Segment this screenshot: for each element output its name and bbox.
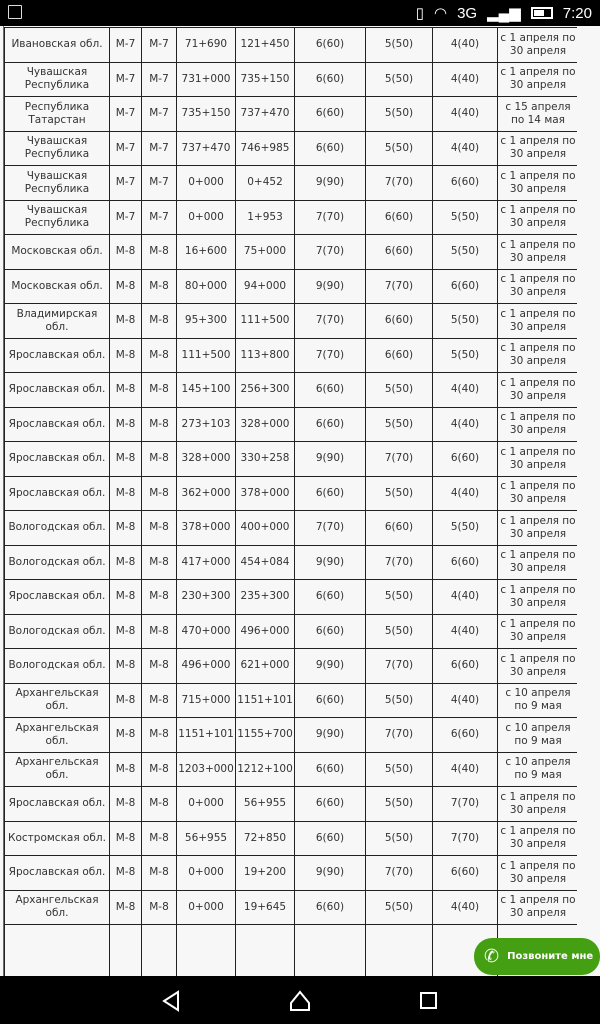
cell-limit-3: 4(40) [433,28,498,63]
cell-km-end: 111+500 [236,304,295,339]
cell-limit-1: 6(60) [295,131,366,166]
cell-limit-3: 4(40) [433,683,498,718]
cell-km-start: 0+000 [177,200,236,235]
cell-period: с 1 апреля по 30 апреля [498,304,578,339]
cell-road: М-8 [110,821,142,856]
cell-limit-1: 7(70) [295,304,366,339]
cell-road-index: М-8 [142,511,177,546]
phone-icon: ✆ [484,946,500,967]
cell-limit-3: 5(50) [433,200,498,235]
wifi-icon: ◠ [433,5,448,22]
cell-km-end: 1+953 [236,200,295,235]
cell-limit-2: 5(50) [366,28,433,63]
cell-period: с 1 апреля по 30 апреля [498,890,578,925]
cell-limit-2: 7(70) [366,269,433,304]
back-icon[interactable] [160,990,182,1012]
cell-limit-2: 5(50) [366,62,433,97]
cell-period: с 1 апреля по 30 апреля [498,580,578,615]
cell-limit-3: 4(40) [433,614,498,649]
gallery-notification-icon [8,5,22,19]
clock: 7:20 [562,4,592,22]
cell-road: М-7 [110,166,142,201]
cell-limit-1: 9(90) [295,166,366,201]
cell-period: с 1 апреля по 30 апреля [498,373,578,408]
cell-road: М-8 [110,580,142,615]
cell-limit-3: 6(60) [433,718,498,753]
cell-road-index: М-8 [142,718,177,753]
recents-icon[interactable] [418,990,440,1012]
cell-limit-2: 5(50) [366,821,433,856]
cell-limit-3: 4(40) [433,62,498,97]
cell-km-start: 496+000 [177,649,236,684]
cell-road: М-8 [110,683,142,718]
cell-limit-3: 6(60) [433,442,498,477]
cell-period: с 1 апреля по 30 апреля [498,269,578,304]
cell-road-index: М-7 [142,28,177,63]
cell-road-index: М-7 [142,62,177,97]
cell-limit-1: 6(60) [295,821,366,856]
cell-road: М-8 [110,649,142,684]
cell-period: с 1 апреля по 30 апреля [498,62,578,97]
cell-road: М-7 [110,131,142,166]
cell-period: с 1 апреля по 30 апреля [498,787,578,822]
table-row [5,580,578,615]
table-row [5,890,578,925]
cell-region: Ярославская обл. [5,338,110,373]
cell-limit-2: 7(70) [366,442,433,477]
cell-road: М-8 [110,269,142,304]
cell-km-start: 735+150 [177,97,236,132]
cell-road-index: М-8 [142,856,177,891]
cell-limit-3: 7(70) [433,787,498,822]
cell-km-start: 56+955 [177,821,236,856]
table-row [5,97,578,132]
cell-limit-2: 5(50) [366,476,433,511]
cell-period: с 1 апреля по 30 апреля [498,200,578,235]
cell-region: Архангельская обл. [5,890,110,925]
cell-km-start: 378+000 [177,511,236,546]
cell-road: М-8 [110,752,142,787]
cell-limit-2: 7(70) [366,545,433,580]
table-row [5,683,578,718]
cell-km-start: 71+690 [177,28,236,63]
cell-road: М-7 [110,97,142,132]
cell-km-end: 1212+100 [236,752,295,787]
cell-road-index: М-8 [142,683,177,718]
navigation-bar [0,976,600,1024]
cell-road-index: М-7 [142,97,177,132]
table-row [5,821,578,856]
cell-limit-3: 4(40) [433,373,498,408]
cell-period: с 1 апреля по 30 апреля [498,442,578,477]
cell-region: Ивановская обл. [5,28,110,63]
cell-road-index: М-7 [142,131,177,166]
cell-limit-3: 6(60) [433,856,498,891]
cell-road: М-8 [110,442,142,477]
cell-limit-3: 6(60) [433,545,498,580]
cell-limit-1: 6(60) [295,97,366,132]
cell-limit-3: 5(50) [433,235,498,270]
cell-limit-2: 5(50) [366,97,433,132]
cell-limit-3: 5(50) [433,511,498,546]
cell-road: М-8 [110,856,142,891]
cell-empty [366,925,433,977]
cell-limit-2: 5(50) [366,752,433,787]
battery-icon [531,7,553,19]
status-bar [0,0,600,26]
cell-road-index: М-8 [142,407,177,442]
cell-period: с 10 апреля по 9 мая [498,683,578,718]
cell-km-start: 111+500 [177,338,236,373]
cell-km-end: 735+150 [236,62,295,97]
cell-road-index: М-8 [142,580,177,615]
cell-limit-2: 7(70) [366,166,433,201]
cell-period: с 10 апреля по 9 мая [498,752,578,787]
cell-km-start: 731+000 [177,62,236,97]
cell-road-index: М-8 [142,890,177,925]
cell-road: М-8 [110,338,142,373]
cell-region: Чувашская Республика [5,166,110,201]
cell-empty [142,925,177,977]
cell-empty [5,925,110,977]
cell-limit-1: 6(60) [295,614,366,649]
cell-limit-3: 5(50) [433,304,498,339]
cell-region: Московская обл. [5,269,110,304]
cell-limit-1: 7(70) [295,338,366,373]
cell-limit-2: 6(60) [366,338,433,373]
cell-road-index: М-8 [142,373,177,408]
cell-km-start: 328+000 [177,442,236,477]
cell-km-end: 328+000 [236,407,295,442]
cell-period: с 1 апреля по 30 апреля [498,131,578,166]
cell-km-start: 0+000 [177,787,236,822]
cell-region: Вологодская обл. [5,545,110,580]
table-row [5,304,578,339]
table-row [5,752,578,787]
cell-period: с 1 апреля по 30 апреля [498,235,578,270]
cell-limit-3: 4(40) [433,131,498,166]
table-row [5,28,578,63]
cell-road: М-8 [110,235,142,270]
cell-limit-1: 6(60) [295,890,366,925]
cell-region: Архангельская обл. [5,718,110,753]
cell-road: М-8 [110,890,142,925]
cell-km-start: 145+100 [177,373,236,408]
cell-limit-3: 6(60) [433,269,498,304]
cell-limit-1: 7(70) [295,200,366,235]
cell-limit-2: 5(50) [366,131,433,166]
cell-period: с 1 апреля по 30 апреля [498,28,578,63]
cell-km-start: 737+470 [177,131,236,166]
table-row [5,511,578,546]
cell-limit-3: 6(60) [433,166,498,201]
cell-road-index: М-8 [142,787,177,822]
cell-km-start: 1151+101 [177,718,236,753]
cell-road-index: М-8 [142,476,177,511]
cell-km-end: 454+084 [236,545,295,580]
cell-region: Ярославская обл. [5,787,110,822]
cell-limit-3: 4(40) [433,97,498,132]
cell-period: с 1 апреля по 30 апреля [498,511,578,546]
cell-region: Вологодская обл. [5,614,110,649]
cell-limit-1: 7(70) [295,235,366,270]
cell-km-end: 94+000 [236,269,295,304]
table-row [5,476,578,511]
table-row [5,62,578,97]
cell-road: М-7 [110,200,142,235]
network-type: 3G [457,4,478,22]
cell-limit-1: 9(90) [295,718,366,753]
cell-region: Московская обл. [5,235,110,270]
cell-region: Чувашская Республика [5,131,110,166]
cell-limit-1: 6(60) [295,28,366,63]
cell-period: с 1 апреля по 30 апреля [498,166,578,201]
table-row [5,235,578,270]
cell-road: М-8 [110,614,142,649]
cell-limit-2: 6(60) [366,511,433,546]
cell-limit-2: 5(50) [366,683,433,718]
table-row [5,649,578,684]
cell-km-end: 496+000 [236,614,295,649]
table-row [5,338,578,373]
cell-limit-2: 6(60) [366,304,433,339]
cell-km-end: 19+645 [236,890,295,925]
table-row [5,269,578,304]
restrictions-table [4,27,577,976]
cell-limit-1: 9(90) [295,545,366,580]
cell-road: М-8 [110,511,142,546]
cell-region: Ярославская обл. [5,580,110,615]
restrictions-table-container[interactable] [3,26,577,976]
cell-road: М-8 [110,476,142,511]
cell-empty [236,925,295,977]
table-row [5,787,578,822]
cell-km-start: 80+000 [177,269,236,304]
table-row [5,614,578,649]
cell-km-start: 230+300 [177,580,236,615]
cell-km-end: 113+800 [236,338,295,373]
cell-period: с 1 апреля по 30 апреля [498,856,578,891]
cell-limit-1: 6(60) [295,407,366,442]
cell-limit-1: 9(90) [295,442,366,477]
cell-limit-1: 6(60) [295,580,366,615]
cell-region: Ярославская обл. [5,442,110,477]
cell-limit-2: 5(50) [366,614,433,649]
cell-km-start: 470+000 [177,614,236,649]
cell-km-start: 95+300 [177,304,236,339]
home-icon[interactable] [289,990,311,1012]
cell-limit-2: 7(70) [366,649,433,684]
cell-km-start: 0+000 [177,166,236,201]
cell-empty [177,925,236,977]
table-row [5,131,578,166]
cell-region: Костромская обл. [5,821,110,856]
cell-period: с 1 апреля по 30 апреля [498,476,578,511]
cell-period: с 1 апреля по 30 апреля [498,545,578,580]
cell-km-end: 737+470 [236,97,295,132]
cell-road: М-8 [110,718,142,753]
cell-km-end: 56+955 [236,787,295,822]
cell-km-end: 121+450 [236,28,295,63]
cell-empty [110,925,142,977]
cell-km-end: 1151+101 [236,683,295,718]
cell-road: М-8 [110,787,142,822]
cell-region: Ярославская обл. [5,476,110,511]
cell-road-index: М-7 [142,166,177,201]
cell-km-start: 273+103 [177,407,236,442]
cell-region: Чувашская Республика [5,62,110,97]
cell-km-start: 0+000 [177,856,236,891]
cell-limit-2: 7(70) [366,856,433,891]
cell-road-index: М-8 [142,545,177,580]
cell-region: Ярославская обл. [5,856,110,891]
cell-period: с 1 апреля по 30 апреля [498,649,578,684]
cell-km-start: 715+000 [177,683,236,718]
cell-limit-2: 6(60) [366,200,433,235]
cell-road-index: М-8 [142,304,177,339]
cell-km-end: 330+258 [236,442,295,477]
cell-limit-2: 6(60) [366,235,433,270]
cell-limit-3: 4(40) [433,407,498,442]
cell-limit-1: 6(60) [295,683,366,718]
cell-road: М-8 [110,407,142,442]
cell-limit-3: 4(40) [433,890,498,925]
cell-km-end: 19+200 [236,856,295,891]
cell-limit-3: 4(40) [433,752,498,787]
cell-region: Чувашская Республика [5,200,110,235]
table-row [5,442,578,477]
cell-km-start: 1203+000 [177,752,236,787]
cell-period: с 1 апреля по 30 апреля [498,614,578,649]
cell-region: Владимирская обл. [5,304,110,339]
cell-road-index: М-8 [142,338,177,373]
cell-road: М-8 [110,373,142,408]
cell-km-start: 16+600 [177,235,236,270]
cell-road: М-7 [110,28,142,63]
cell-period: с 1 апреля по 30 апреля [498,338,578,373]
cell-period: с 15 апреля по 14 мая [498,97,578,132]
cell-limit-3: 5(50) [433,338,498,373]
table-row [5,200,578,235]
table-row [5,166,578,201]
cell-road-index: М-8 [142,649,177,684]
cell-road-index: М-8 [142,269,177,304]
cell-km-end: 256+300 [236,373,295,408]
cell-km-end: 72+850 [236,821,295,856]
cell-period: с 1 апреля по 30 апреля [498,821,578,856]
cell-limit-2: 5(50) [366,373,433,408]
cell-limit-2: 5(50) [366,407,433,442]
cell-limit-3: 7(70) [433,821,498,856]
cell-limit-2: 5(50) [366,787,433,822]
cell-road-index: М-8 [142,235,177,270]
cell-km-end: 621+000 [236,649,295,684]
cell-limit-1: 6(60) [295,752,366,787]
cell-limit-3: 4(40) [433,476,498,511]
cell-road-index: М-8 [142,442,177,477]
cell-km-end: 746+985 [236,131,295,166]
vibrate-icon: ▯ [415,5,424,22]
cell-limit-1: 7(70) [295,511,366,546]
cell-limit-3: 6(60) [433,649,498,684]
cell-limit-1: 6(60) [295,476,366,511]
cell-region: Архангельская обл. [5,752,110,787]
cell-road: М-8 [110,304,142,339]
cell-road-index: М-8 [142,821,177,856]
cell-road: М-7 [110,62,142,97]
cell-km-end: 378+000 [236,476,295,511]
table-row [5,718,578,753]
call-me-button[interactable] [474,938,600,975]
cell-limit-3: 4(40) [433,580,498,615]
cell-limit-1: 9(90) [295,649,366,684]
cell-km-start: 417+000 [177,545,236,580]
table-row [5,373,578,408]
cell-limit-2: 5(50) [366,580,433,615]
cell-limit-1: 6(60) [295,787,366,822]
cell-region: Ярославская обл. [5,373,110,408]
cell-road-index: М-7 [142,200,177,235]
cell-limit-1: 9(90) [295,269,366,304]
cell-km-end: 235+300 [236,580,295,615]
cell-limit-1: 9(90) [295,856,366,891]
cell-region: Ярославская обл. [5,407,110,442]
cell-region: Вологодская обл. [5,511,110,546]
table-row [5,856,578,891]
cell-road-index: М-8 [142,752,177,787]
cell-road: М-8 [110,545,142,580]
cell-km-end: 400+000 [236,511,295,546]
cell-limit-2: 7(70) [366,718,433,753]
cell-limit-1: 6(60) [295,62,366,97]
cell-region: Вологодская обл. [5,649,110,684]
cell-km-end: 0+452 [236,166,295,201]
cell-road-index: М-8 [142,614,177,649]
cell-km-end: 75+000 [236,235,295,270]
cell-km-start: 0+000 [177,890,236,925]
cell-period: с 10 апреля по 9 мая [498,718,578,753]
cell-region: Республика Татарстан [5,97,110,132]
cell-km-end: 1155+700 [236,718,295,753]
table-row [5,407,578,442]
cell-km-start: 362+000 [177,476,236,511]
call-me-label: Позвоните мне [507,951,594,962]
table-row [5,545,578,580]
cell-limit-2: 5(50) [366,890,433,925]
cell-period: с 1 апреля по 30 апреля [498,407,578,442]
cell-limit-1: 6(60) [295,373,366,408]
signal-icon: ▂▄▆ [487,5,521,22]
cell-empty [295,925,366,977]
cell-region: Архангельская обл. [5,683,110,718]
